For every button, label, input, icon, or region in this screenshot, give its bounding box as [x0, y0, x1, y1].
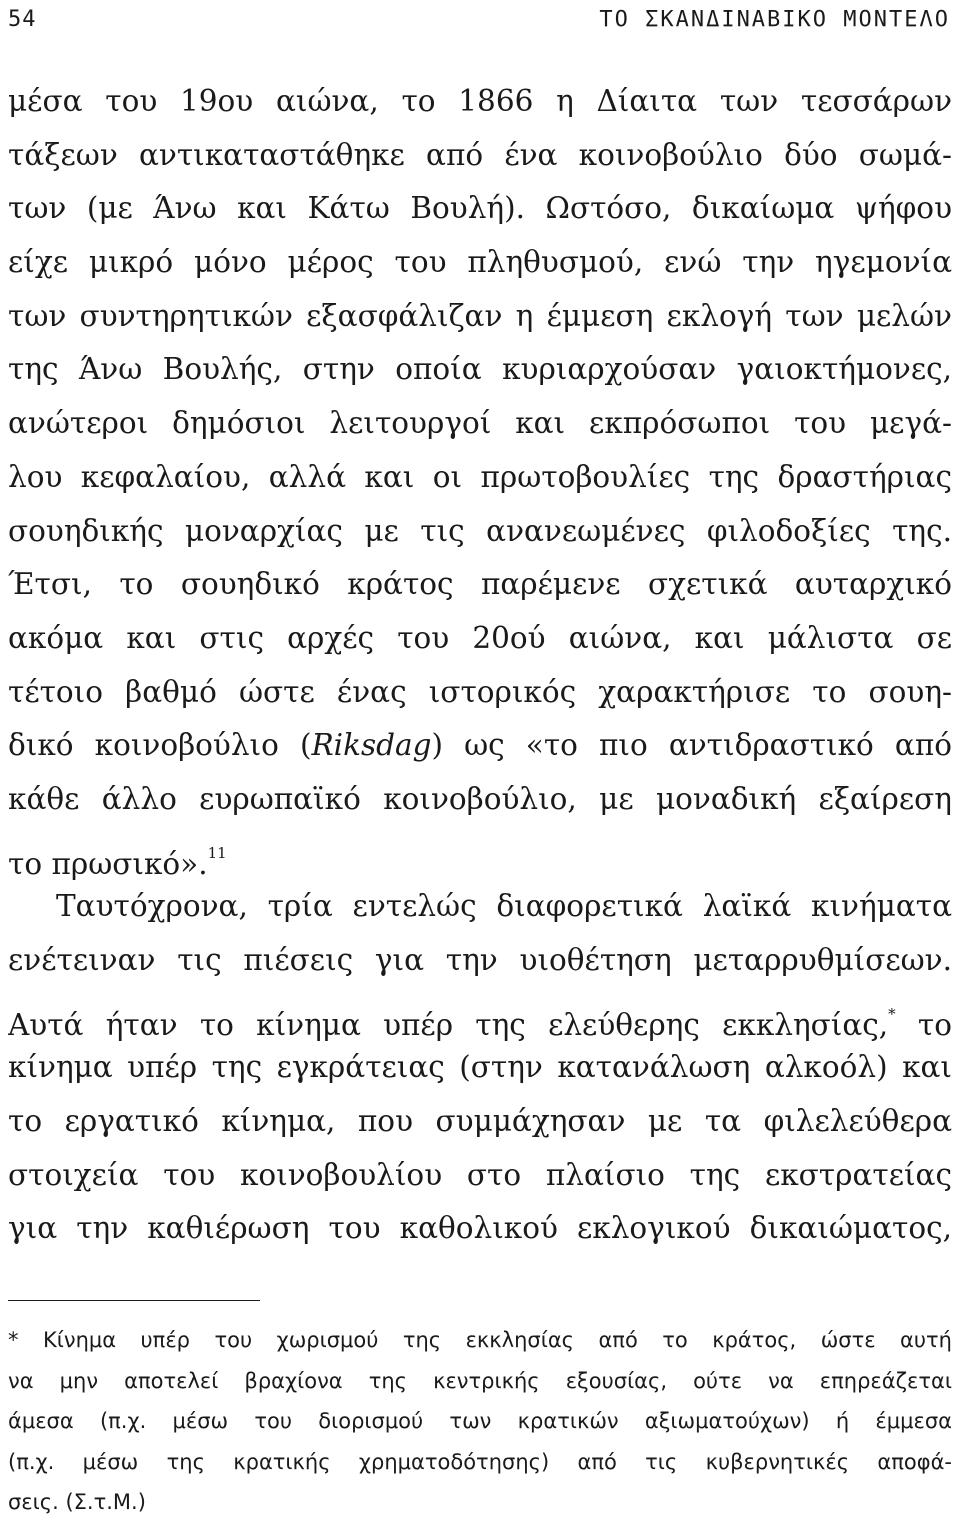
footnote [8, 1320, 952, 1523]
page-header [0, 0, 960, 40]
page-number: 54 [8, 7, 37, 32]
endnote-ref-11: 11 [207, 843, 227, 862]
text-line: το εργατικό κίνημα, που συμμάχησαν με τα φιλελεύθερα [8, 1104, 952, 1139]
riksdag-after: ) ως «το πιο αντιδραστικό από [431, 728, 952, 763]
text-line-church [8, 988, 952, 1042]
footnote-line: (π.χ. μέσω της κρατικής χρηματοδότησης) από τις κυβερνητικές αποφά- [8, 1449, 952, 1474]
prussian-text: το πρωσικό». [8, 846, 208, 881]
text-line: τέτοιο βαθμό ώστε ένας ιστορικός χαρακτήρισε το σουη- [8, 674, 952, 709]
text-line: κάθε άλλο ευρωπαϊκό κοινοβούλιο, με μοναδική εξαίρεση [8, 781, 952, 816]
text-line: της Άνω Βουλής, στην οποία κυριαρχούσαν γαιοκτήμονες, [8, 352, 952, 387]
text-line: ενέτειναν τις πιέσεις για την υιοθέτηση μεταρρυθμίσεων. [8, 943, 952, 977]
text-line: Έτσι, το σουηδικό κράτος παρέμενε σχετικά αυταρχικό [8, 567, 952, 602]
text-line: λου κεφαλαίου, αλλά και οι πρωτοβουλίες της δραστήριας [8, 459, 952, 494]
riksdag-before: δικό κοινοβούλιο ( [8, 728, 312, 763]
text-line: ανώτεροι δημόσιοι λειτουργοί και εκπρόσωποι του μεγά- [8, 406, 952, 441]
text-line: των συντηρητικών εξασφάλιζαν η έμμεση εκλογή των μελών [8, 298, 952, 333]
footnote-line: * Κίνημα υπέρ του χωρισμού της εκκλησίας από το κράτος, ώστε αυτή [8, 1328, 952, 1352]
footnote-line: άμεσα (π.χ. μέσω του διορισμού των κρατικών αξιωματούχων) ή έμμεσα [8, 1409, 952, 1433]
text-line: ακόμα και στις αρχές του 20ού αιώνα, και μάλιστα σε [8, 620, 952, 655]
footnote-ref-asterisk: * [888, 1004, 896, 1023]
text-line: στοιχεία του κοινοβουλίου στο πλαίσιο της εκστρατείας [8, 1157, 952, 1192]
footnote-line: σεις. (Σ.τ.Μ.) [8, 1490, 146, 1514]
footnote-rule [8, 1300, 260, 1301]
text-line: είχε μικρό μόνο μέρος του πληθυσμού, ενώ την ηγεμονία [8, 245, 952, 280]
text-line: για την καθιέρωση του καθολικού εκλογικού δικαιώματος, [8, 1211, 952, 1246]
footnote-line: να μην αποτελεί βραχίονα της κεντρικής εξουσίας, ούτε να επηρεάζεται [8, 1368, 952, 1393]
body-text [8, 75, 952, 1256]
text-line: σουηδικής μοναρχίας με τις ανανεωμένες φιλοδοξίες της. [8, 513, 952, 548]
text-line-para-start: Ταυτόχρονα, τρία εντελώς διαφορετικά λαϊκά κινήματα [56, 889, 952, 924]
running-head: ΤΟ ΣΚΑΝΔΙΝΑΒΙΚΟ ΜΟΝΤΕΛΟ [599, 7, 950, 32]
text-line: τάξεων αντικαταστάθηκε από ένα κοινοβούλιο δύο σωμά- [8, 137, 952, 172]
text-line: μέσα του 19ου αιώνα, το 1866 η Δίαιτα των τεσσάρων [8, 84, 952, 118]
church-after: το [895, 1007, 952, 1042]
church-before: Αυτά ήταν το κίνημα υπέρ της ελεύθερης εκκλησίας, [8, 1007, 889, 1042]
text-line: κίνημα υπέρ της εγκράτειας (στην κατανάλωση αλκοόλ) και [8, 1050, 952, 1085]
text-line-prussian [8, 827, 952, 881]
text-line: των (με Άνω και Κάτω Βουλή). Ωστόσο, δικαίωμα ψήφου [8, 191, 952, 226]
text-line-riksdag [8, 719, 952, 773]
riksdag-italic: Riksdag [311, 728, 432, 763]
